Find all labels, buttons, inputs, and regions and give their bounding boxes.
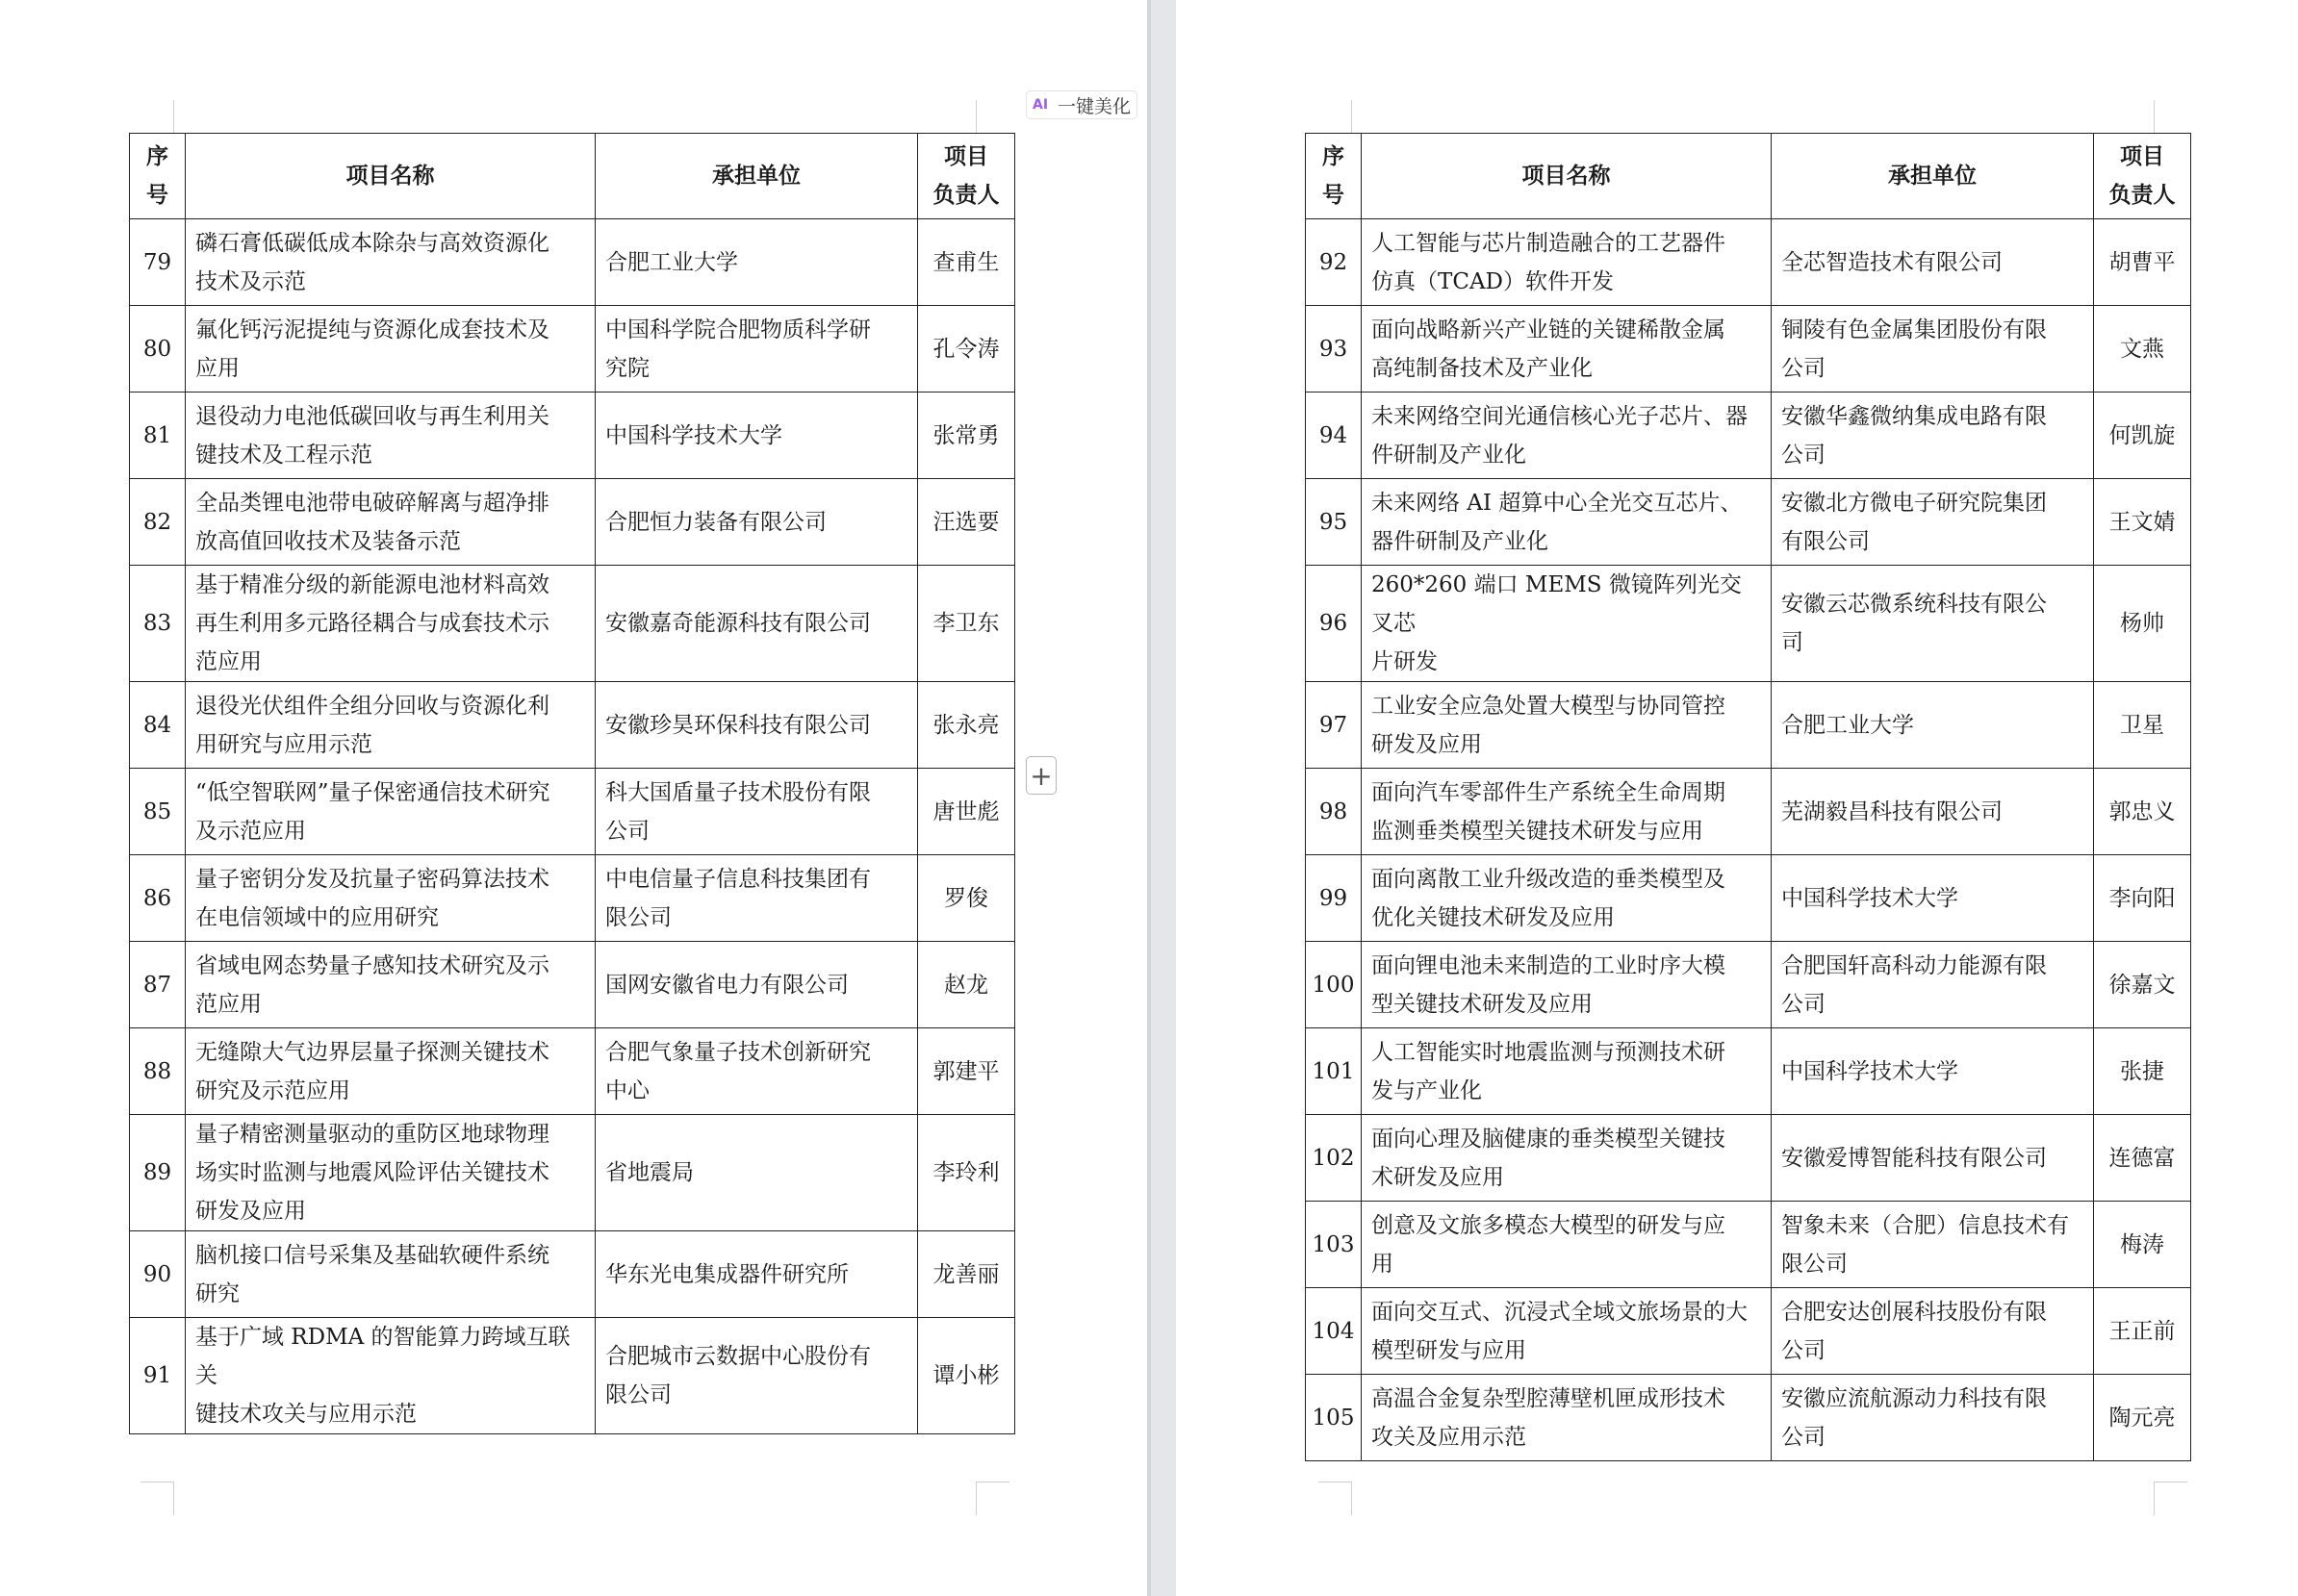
corner-mark — [140, 1482, 174, 1515]
table-row — [130, 855, 1015, 942]
leader-cell[interactable]: 孔令涛 — [918, 306, 1015, 393]
project-name-cell[interactable]: 省域电网态势量子感知技术研究及示 范应用 — [186, 942, 596, 1028]
leader-cell[interactable]: 李向阳 — [2094, 855, 2191, 942]
row-index-cell[interactable]: 95 — [1306, 479, 1362, 566]
table-row — [1306, 393, 2191, 479]
unit-cell[interactable]: 合肥恒力装备有限公司 — [596, 479, 918, 566]
corner-mark — [1318, 100, 1352, 134]
unit-cell[interactable]: 中国科学技术大学 — [1772, 1028, 2094, 1115]
unit-cell[interactable]: 安徽华鑫微纳集成电路有限 公司 — [1772, 393, 2094, 479]
ai-beautify-label: 一键美化 — [1058, 95, 1132, 117]
table-row — [130, 566, 1015, 682]
table-row — [1306, 1028, 2191, 1115]
row-index-cell[interactable]: 98 — [1306, 769, 1362, 855]
row-index-cell[interactable]: 89 — [130, 1115, 186, 1231]
project-name-cell[interactable]: 面向交互式、沉浸式全域文旅场景的大 模型研发与应用 — [1362, 1288, 1772, 1375]
leader-cell[interactable]: 陶元亮 — [2094, 1375, 2191, 1461]
project-name-cell[interactable]: 面向汽车零部件生产系统全生命周期 监测垂类模型关键技术研发与应用 — [1362, 769, 1772, 855]
ai-beautify-button[interactable] — [1026, 90, 1137, 119]
unit-cell[interactable]: 智象未来（合肥）信息技术有 限公司 — [1772, 1202, 2094, 1288]
row-index-cell[interactable]: 90 — [130, 1231, 186, 1318]
table-row — [1306, 479, 2191, 566]
row-index-cell[interactable]: 94 — [1306, 393, 1362, 479]
table-row — [1306, 1288, 2191, 1375]
project-name-cell[interactable]: 面向锂电池未来制造的工业时序大模 型关键技术研发及应用 — [1362, 942, 1772, 1028]
leader-cell[interactable]: 何凯旋 — [2094, 393, 2191, 479]
row-index-cell[interactable]: 87 — [130, 942, 186, 1028]
project-name-cell[interactable]: 创意及文旅多模态大模型的研发与应 用 — [1362, 1202, 1772, 1288]
header-unit[interactable]: 承担单位 — [596, 134, 918, 219]
leader-cell[interactable]: 郭建平 — [918, 1028, 1015, 1115]
project-name-cell[interactable]: 退役光伏组件全组分回收与资源化利 用研究与应用示范 — [186, 682, 596, 769]
project-name-cell[interactable]: 面向心理及脑健康的垂类模型关键技 术研发及应用 — [1362, 1115, 1772, 1202]
project-name-cell[interactable]: 260*260 端口 MEMS 微镜阵列光交叉芯 片研发 — [1362, 566, 1772, 682]
leader-cell[interactable]: 王正前 — [2094, 1288, 2191, 1375]
corner-mark — [976, 1482, 1009, 1515]
leader-cell[interactable]: 连德富 — [2094, 1115, 2191, 1202]
table-row — [130, 682, 1015, 769]
leader-cell[interactable]: 杨帅 — [2094, 566, 2191, 682]
table-row — [130, 769, 1015, 855]
table-body-left — [130, 219, 1015, 1434]
header-project-name[interactable]: 项目名称 — [186, 134, 596, 219]
row-index-cell[interactable]: 82 — [130, 479, 186, 566]
header-leader[interactable]: 项目 负责人 — [918, 134, 1015, 219]
table-row — [1306, 219, 2191, 306]
row-index-cell[interactable]: 83 — [130, 566, 186, 682]
plus-icon: + — [1030, 759, 1053, 792]
project-name-cell[interactable]: 工业安全应急处置大模型与协同管控 研发及应用 — [1362, 682, 1772, 769]
leader-cell[interactable]: 徐嘉文 — [2094, 942, 2191, 1028]
leader-cell[interactable]: 文燕 — [2094, 306, 2191, 393]
table-row — [1306, 855, 2191, 942]
unit-cell[interactable]: 合肥工业大学 — [1772, 682, 2094, 769]
table-row — [130, 1231, 1015, 1318]
unit-cell[interactable]: 安徽应流航源动力科技有限 公司 — [1772, 1375, 2094, 1461]
unit-cell[interactable]: 合肥城市云数据中心股份有 限公司 — [596, 1318, 918, 1434]
unit-cell[interactable]: 安徽珍昊环保科技有限公司 — [596, 682, 918, 769]
leader-cell[interactable]: 张常勇 — [918, 393, 1015, 479]
table-row — [130, 942, 1015, 1028]
leader-cell[interactable]: 王文婧 — [2094, 479, 2191, 566]
project-name-cell[interactable]: 人工智能与芯片制造融合的工艺器件 仿真（TCAD）软件开发 — [1362, 219, 1772, 306]
project-name-cell[interactable]: “低空智联网”量子保密通信技术研究 及示范应用 — [186, 769, 596, 855]
row-index-cell[interactable]: 84 — [130, 682, 186, 769]
project-name-cell[interactable]: 全品类锂电池带电破碎解离与超净排 放高值回收技术及装备示范 — [186, 479, 596, 566]
project-name-cell[interactable]: 未来网络空间光通信核心光子芯片、器 件研制及产业化 — [1362, 393, 1772, 479]
unit-cell[interactable]: 中电信量子信息科技集团有 限公司 — [596, 855, 918, 942]
unit-cell[interactable]: 合肥气象量子技术创新研究 中心 — [596, 1028, 918, 1115]
table-row — [1306, 566, 2191, 682]
unit-cell[interactable]: 全芯智造技术有限公司 — [1772, 219, 2094, 306]
table-body-right — [1306, 219, 2191, 1461]
ai-icon: AI — [1033, 97, 1049, 113]
row-index-cell[interactable]: 101 — [1306, 1028, 1362, 1115]
leader-cell[interactable]: 胡曹平 — [2094, 219, 2191, 306]
table-row — [130, 479, 1015, 566]
project-name-cell[interactable]: 磷石膏低碳低成本除杂与高效资源化 技术及示范 — [186, 219, 596, 306]
project-name-cell[interactable]: 人工智能实时地震监测与预测技术研 发与产业化 — [1362, 1028, 1772, 1115]
unit-cell[interactable]: 铜陵有色金属集团股份有限 公司 — [1772, 306, 2094, 393]
table-row — [130, 393, 1015, 479]
table-row — [1306, 1202, 2191, 1288]
header-project-name[interactable]: 项目名称 — [1362, 134, 1772, 219]
table-row — [130, 1318, 1015, 1434]
unit-cell[interactable]: 中国科学技术大学 — [596, 393, 918, 479]
table-row — [1306, 1115, 2191, 1202]
header-index[interactable]: 序 号 — [130, 134, 186, 219]
leader-cell[interactable]: 郭忠义 — [2094, 769, 2191, 855]
row-index-cell[interactable]: 79 — [130, 219, 186, 306]
unit-cell[interactable]: 中国科学院合肥物质科学研 究院 — [596, 306, 918, 393]
page-divider — [1147, 0, 1151, 1596]
corner-mark — [140, 100, 174, 134]
row-index-cell[interactable]: 92 — [1306, 219, 1362, 306]
unit-cell[interactable]: 科大国盾量子技术股份有限 公司 — [596, 769, 918, 855]
row-index-cell[interactable]: 99 — [1306, 855, 1362, 942]
unit-cell[interactable]: 合肥工业大学 — [596, 219, 918, 306]
leader-cell[interactable]: 张捷 — [2094, 1028, 2191, 1115]
unit-cell[interactable]: 安徽嘉奇能源科技有限公司 — [596, 566, 918, 682]
unit-cell[interactable]: 中国科学技术大学 — [1772, 855, 2094, 942]
project-name-cell[interactable]: 脑机接口信号采集及基础软硬件系统 研究 — [186, 1231, 596, 1318]
project-name-cell[interactable]: 无缝隙大气边界层量子探测关键技术 研究及示范应用 — [186, 1028, 596, 1115]
project-table-right — [1305, 133, 2191, 1461]
corner-mark — [2154, 1482, 2187, 1515]
table-row — [1306, 306, 2191, 393]
leader-cell[interactable]: 卫星 — [2094, 682, 2191, 769]
row-index-cell[interactable]: 105 — [1306, 1375, 1362, 1461]
project-name-cell[interactable]: 面向战略新兴产业链的关键稀散金属 高纯制备技术及产业化 — [1362, 306, 1772, 393]
table-row — [130, 219, 1015, 306]
table-row — [130, 306, 1015, 393]
project-name-cell[interactable]: 未来网络 AI 超算中心全光交互芯片、 器件研制及产业化 — [1362, 479, 1772, 566]
project-name-cell[interactable]: 基于广域 RDMA 的智能算力跨域互联关 键技术攻关与应用示范 — [186, 1318, 596, 1434]
project-name-cell[interactable]: 高温合金复杂型腔薄壁机匣成形技术 攻关及应用示范 — [1362, 1375, 1772, 1461]
project-name-cell[interactable]: 面向离散工业升级改造的垂类模型及 优化关键技术研发及应用 — [1362, 855, 1772, 942]
header-leader[interactable]: 项目 负责人 — [2094, 134, 2191, 219]
unit-cell[interactable]: 合肥安达创展科技股份有限 公司 — [1772, 1288, 2094, 1375]
row-index-cell[interactable]: 80 — [130, 306, 186, 393]
unit-cell[interactable]: 安徽爱博智能科技有限公司 — [1772, 1115, 2094, 1202]
leader-cell[interactable]: 张永亮 — [918, 682, 1015, 769]
leader-cell[interactable]: 查甫生 — [918, 219, 1015, 306]
page-gutter — [1147, 0, 1176, 1596]
row-index-cell[interactable]: 86 — [130, 855, 186, 942]
unit-cell[interactable]: 省地震局 — [596, 1115, 918, 1231]
row-index-cell[interactable]: 93 — [1306, 306, 1362, 393]
project-table-left — [129, 133, 1015, 1434]
unit-cell[interactable]: 华东光电集成器件研究所 — [596, 1231, 918, 1318]
table-row — [1306, 682, 2191, 769]
corner-mark — [2154, 100, 2187, 134]
table-row — [130, 1028, 1015, 1115]
row-index-cell[interactable]: 81 — [130, 393, 186, 479]
row-index-cell[interactable]: 96 — [1306, 566, 1362, 682]
header-index[interactable]: 序 号 — [1306, 134, 1362, 219]
leader-cell[interactable]: 赵龙 — [918, 942, 1015, 1028]
unit-cell[interactable]: 国网安徽省电力有限公司 — [596, 942, 918, 1028]
table-row — [130, 1115, 1015, 1231]
row-index-cell[interactable]: 104 — [1306, 1288, 1362, 1375]
leader-cell[interactable]: 汪选要 — [918, 479, 1015, 566]
row-index-cell[interactable]: 97 — [1306, 682, 1362, 769]
project-name-cell[interactable]: 基于精准分级的新能源电池材料高效 再生利用多元路径耦合与成套技术示 范应用 — [186, 566, 596, 682]
row-index-cell[interactable]: 85 — [130, 769, 186, 855]
leader-cell[interactable]: 李卫东 — [918, 566, 1015, 682]
header-unit[interactable]: 承担单位 — [1772, 134, 2094, 219]
row-index-cell[interactable]: 88 — [130, 1028, 186, 1115]
table-row — [1306, 1375, 2191, 1461]
unit-cell[interactable]: 安徽云芯微系统科技有限公 司 — [1772, 566, 2094, 682]
row-index-cell[interactable]: 103 — [1306, 1202, 1362, 1288]
project-name-cell[interactable]: 量子精密测量驱动的重防区地球物理 场实时监测与地震风险评估关键技术 研发及应用 — [186, 1115, 596, 1231]
unit-cell[interactable]: 合肥国轩高科动力能源有限 公司 — [1772, 942, 2094, 1028]
leader-cell[interactable]: 谭小彬 — [918, 1318, 1015, 1434]
row-index-cell[interactable]: 100 — [1306, 942, 1362, 1028]
leader-cell[interactable]: 李玲利 — [918, 1115, 1015, 1231]
corner-mark — [976, 100, 1009, 134]
corner-mark — [1318, 1482, 1352, 1515]
table-header-row — [1306, 134, 2191, 219]
row-index-cell[interactable]: 91 — [130, 1318, 186, 1434]
unit-cell[interactable]: 芜湖毅昌科技有限公司 — [1772, 769, 2094, 855]
project-name-cell[interactable]: 量子密钥分发及抗量子密码算法技术 在电信领域中的应用研究 — [186, 855, 596, 942]
leader-cell[interactable]: 唐世彪 — [918, 769, 1015, 855]
table-row — [1306, 769, 2191, 855]
leader-cell[interactable]: 罗俊 — [918, 855, 1015, 942]
leader-cell[interactable]: 梅涛 — [2094, 1202, 2191, 1288]
project-name-cell[interactable]: 氟化钙污泥提纯与资源化成套技术及 应用 — [186, 306, 596, 393]
table-header-row — [130, 134, 1015, 219]
table-row — [1306, 942, 2191, 1028]
project-name-cell[interactable]: 退役动力电池低碳回收与再生利用关 键技术及工程示范 — [186, 393, 596, 479]
add-row-button[interactable] — [1026, 756, 1057, 795]
leader-cell[interactable]: 龙善丽 — [918, 1231, 1015, 1318]
row-index-cell[interactable]: 102 — [1306, 1115, 1362, 1202]
unit-cell[interactable]: 安徽北方微电子研究院集团 有限公司 — [1772, 479, 2094, 566]
